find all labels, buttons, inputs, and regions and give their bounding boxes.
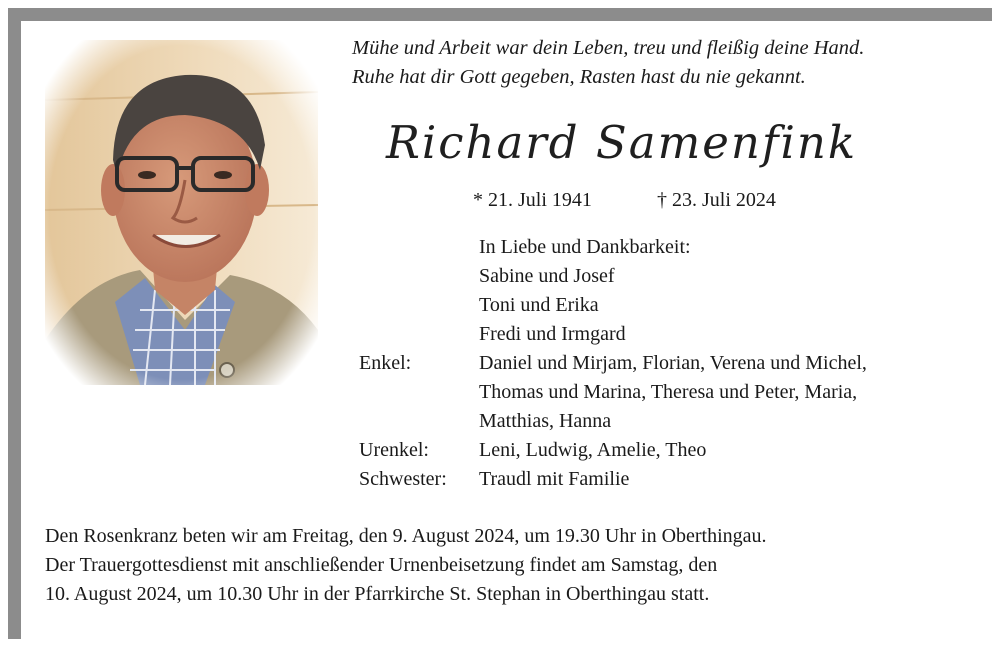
sister-label: Schwester: [359, 468, 447, 490]
rosary-line: Den Rosenkranz beten wir am Freitag, den 9. August 2024, um 19.30 Uhr in Oberthingau. [45, 525, 767, 547]
grandchildren-line: Daniel und Mirjam, Florian, Verena und Michel, [479, 352, 867, 374]
mourners-intro: In Liebe und Dankbarkeit: [479, 236, 691, 258]
child-entry: Toni und Erika [479, 294, 599, 316]
deceased-name: Richard Samenfink [386, 116, 858, 169]
child-entry: Fredi und Irmgard [479, 323, 626, 345]
funeral-line-cont: 10. August 2024, um 10.30 Uhr in der Pfarrkirche St. Stephan in Oberthingau statt. [45, 583, 710, 605]
verse-line: Mühe und Arbeit war dein Leben, treu und fleißig deine Hand. [352, 37, 865, 59]
death-date: † 23. Juli 2024 [657, 189, 776, 211]
memorial-verse [352, 34, 972, 92]
portrait-photo [45, 40, 318, 385]
birth-date: * 21. Juli 1941 [473, 189, 592, 211]
funeral-line: Der Trauergottesdienst mit anschließender Urnenbeisetzung findet am Samstag, den [45, 554, 718, 576]
verse-line: Ruhe hat dir Gott gegeben, Rasten hast du nie gekannt. [352, 66, 806, 88]
sister-name: Traudl mit Familie [479, 468, 630, 490]
great-grandchildren-label: Urenkel: [359, 439, 429, 461]
mourners-list [359, 233, 979, 494]
child-entry: Sabine und Josef [479, 265, 615, 287]
grandchildren-line: Matthias, Hanna [479, 410, 612, 432]
grandchildren-label: Enkel: [359, 352, 412, 374]
service-announcement [45, 522, 985, 609]
grandchildren-line: Thomas und Marina, Theresa und Peter, Maria, [479, 381, 858, 403]
great-grandchildren-names: Leni, Ludwig, Amelie, Theo [479, 439, 707, 461]
